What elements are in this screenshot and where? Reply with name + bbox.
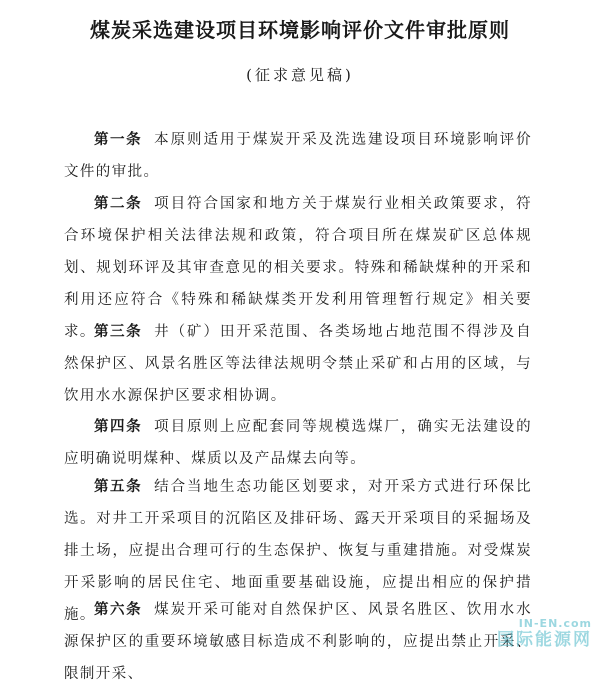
article-label: 第二条 bbox=[94, 196, 143, 212]
article-label: 第三条 bbox=[94, 324, 143, 340]
document-subtitle: (征求意见稿) bbox=[246, 66, 354, 84]
watermark-en: IN-EN.com bbox=[518, 617, 592, 630]
article-1 bbox=[64, 124, 532, 188]
article-3 bbox=[64, 316, 532, 412]
article-6 bbox=[64, 594, 532, 690]
article-text: 井（矿）田开采范围、各类场地占地范围不得涉及自然保护区、风景名胜区等法律法规明令禁止采矿和占用的区域，与饮用水水源保护区要求相协调。 bbox=[64, 324, 532, 404]
article-label: 第六条 bbox=[94, 602, 143, 618]
article-text: 项目符合国家和地方关于煤炭行业相关政策要求，符合环境保护相关法律法规和政策，符合项目所在煤炭矿区总体规划、规划环评及其审查意见的相关要求。特殊和稀缺煤种的开采和利用还应符合《特殊和稀缺煤类开发利用管理暂行规定》相关要求。 bbox=[64, 196, 532, 340]
article-text: 项目原则上应配套同等规模选煤厂，确实无法建设的应明确说明煤种、煤质以及产品煤去向等。 bbox=[64, 419, 532, 467]
article-4 bbox=[64, 411, 532, 475]
article-text: 本原则适用于煤炭开采及洗选建设项目环境影响评价文件的审批。 bbox=[64, 132, 532, 180]
article-label: 第四条 bbox=[94, 419, 143, 435]
article-text: 煤炭开采可能对自然保护区、风景名胜区、饮用水水源保护区的重要环境敏感目标造成不利影响的，应提出禁止开采、限制开采、 bbox=[64, 602, 532, 682]
article-label: 第五条 bbox=[94, 479, 143, 495]
watermark-cn: 国际能源网 bbox=[497, 630, 592, 650]
document-title: 煤炭采选建设项目环境影响评价文件审批原则 bbox=[90, 18, 510, 42]
article-text: 结合当地生态功能区划要求，对开采方式进行环保比选。对井工开采项目的沉陷区及排矸场、露天开采项目的采掘场及排土场，应提出合理可行的生态保护、恢复与重建措施。对受煤炭开采影响的居民住宅、地面重要基础设施，应提出相应的保护措施。 bbox=[64, 479, 532, 623]
article-label: 第一条 bbox=[94, 132, 143, 148]
